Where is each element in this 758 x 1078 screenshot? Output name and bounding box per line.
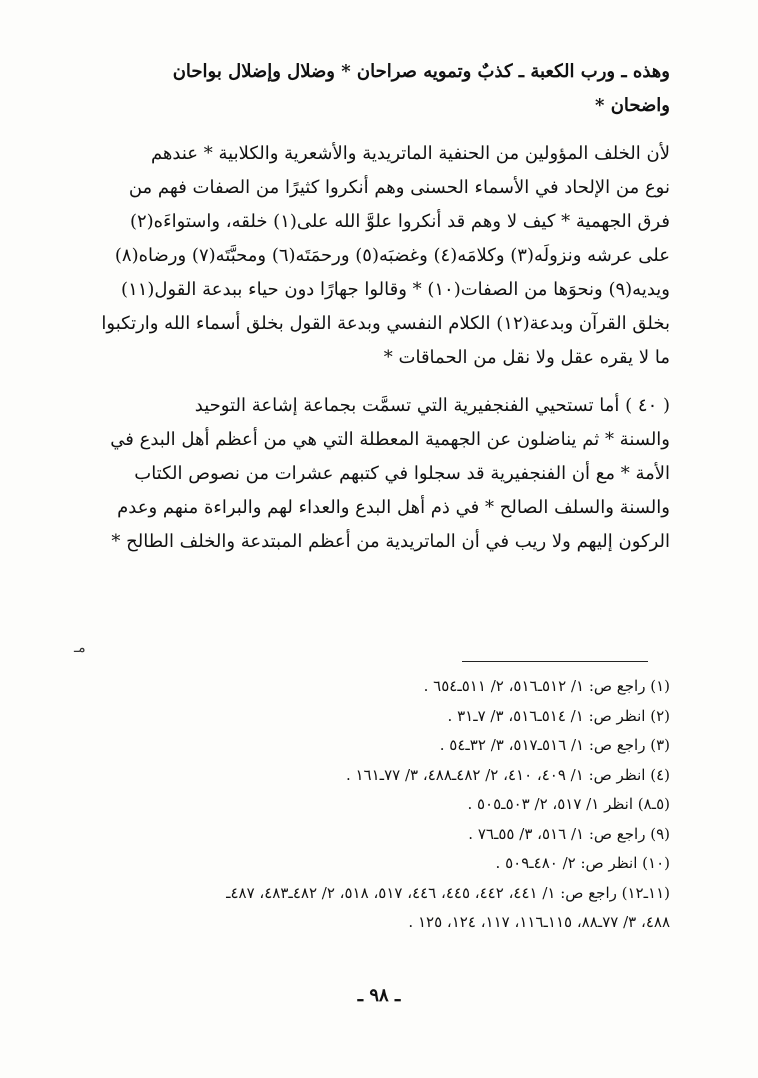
footnote: (١١ـ١٢) راجع ص: ١/ ٤٤١، ٤٤٢، ٤٤٥، ٤٤٦، ٥١٧، ٥١٨، ٢/ ٤٨٢ـ٤٨٣، ٤٨٧ـ: [226, 883, 670, 902]
footnote: (١) راجع ص: ١/ ٥١٢ـ٥١٦، ٢/ ٥١١ـ٦٥٤ .: [423, 677, 670, 695]
text-line: الركون إليهم ولا ريب في أن الماتريدية من أعظم المبتدعة والخلف الطالح *: [111, 531, 670, 552]
text-line: وهذه ـ ورب الكعبة ـ كذبٌ وتمويه صراحان * وضلال وإضلال بواحان: [172, 61, 670, 82]
text-line: واضحان *: [595, 95, 670, 116]
text-line: ( ٤٠ ) أما تستحيي الفنجفيرية التي تسمَّت بجماعة إشاعة التوحيد: [194, 395, 670, 416]
text-line: والسنة والسلف الصالح * في ذم أهل البدع والعداء لهم والبراءة منهم وعدم: [117, 497, 670, 518]
text-line: بخلق القرآن وبدعة(١٢) الكلام النفسي وبدعة القول بخلق أسماء الله وارتكبوا: [101, 313, 670, 334]
text-line: لأن الخلف المؤولين من الحنفية الماتريدية والأشعرية والكلابية * عندهم: [150, 143, 670, 164]
footnote: (١٠) انظر ص: ٢/ ٤٨٠ـ٥٠٩ .: [495, 854, 670, 872]
footnote: (٣) راجع ص: ١/ ٥١٦ـ٥١٧، ٣/ ٣٢ـ٥٤ .: [439, 736, 670, 754]
footnotes: [70, 672, 670, 938]
text-line: نوع من الإلحاد في الأسماء الحسنى وهم أنكروا كثيرًا من الصفات فهم من: [128, 177, 670, 198]
footnote: (٢) انظر ص: ١/ ٥١٤ـ٥١٦، ٣/ ٧ـ٣١ .: [447, 706, 670, 725]
footnote: (٩) راجع ص: ١/ ٥١٦، ٣/ ٥٥ـ٧٦ .: [468, 824, 670, 843]
page-number: ـ ٩٨ ـ: [357, 985, 401, 1006]
text-line: ما لا يقره عقل ولا نقل من الحماقات *: [383, 347, 670, 368]
text-line: الأمة * مع أن الفنجفيرية قد سجلوا في كتبهم عشرات من نصوص الكتاب: [134, 463, 670, 484]
text-line: فرق الجهمية * كيف لا وهم قد أنكروا علوَّ الله على(١) خلقه، واستواءَه(٢): [129, 211, 670, 232]
text-line: على عرشه ونزولَه(٣) وكلامَه(٤) وغضبَه(٥) ورحمَتَه(٦) ومحبَّتَه(٧) ورضاه(٨): [114, 245, 670, 266]
main-text: [70, 55, 670, 559]
footnote: (٤) انظر ص: ١/ ٤٠٩، ٤١٠، ٢/ ٤٨٢ـ٤٨٨، ٣/ ٧٧ـ١٦١ .: [345, 765, 670, 784]
text-line: والسنة * ثم يناضلون عن الجهمية المعطلة التي هي من أعظم أهل البدع في: [110, 429, 670, 450]
footnote: (٥ـ٨) انظر ١/ ٥١٧، ٢/ ٥٠٣ـ٥٠٥ .: [467, 795, 670, 813]
text-line: ويديه(٩) ونحوَها من الصفات(١٠) * وقالوا جهارًا دون حياء ببدعة القول(١١): [121, 279, 670, 300]
footnote: ٤٨٨، ٣/ ٧٧ـ٨٨، ١١٥ـ١١٦، ١١٧، ١٢٤، ١٢٥ .: [408, 913, 670, 931]
stray-mark: مـ: [74, 640, 86, 656]
footnote-divider: [462, 661, 648, 662]
